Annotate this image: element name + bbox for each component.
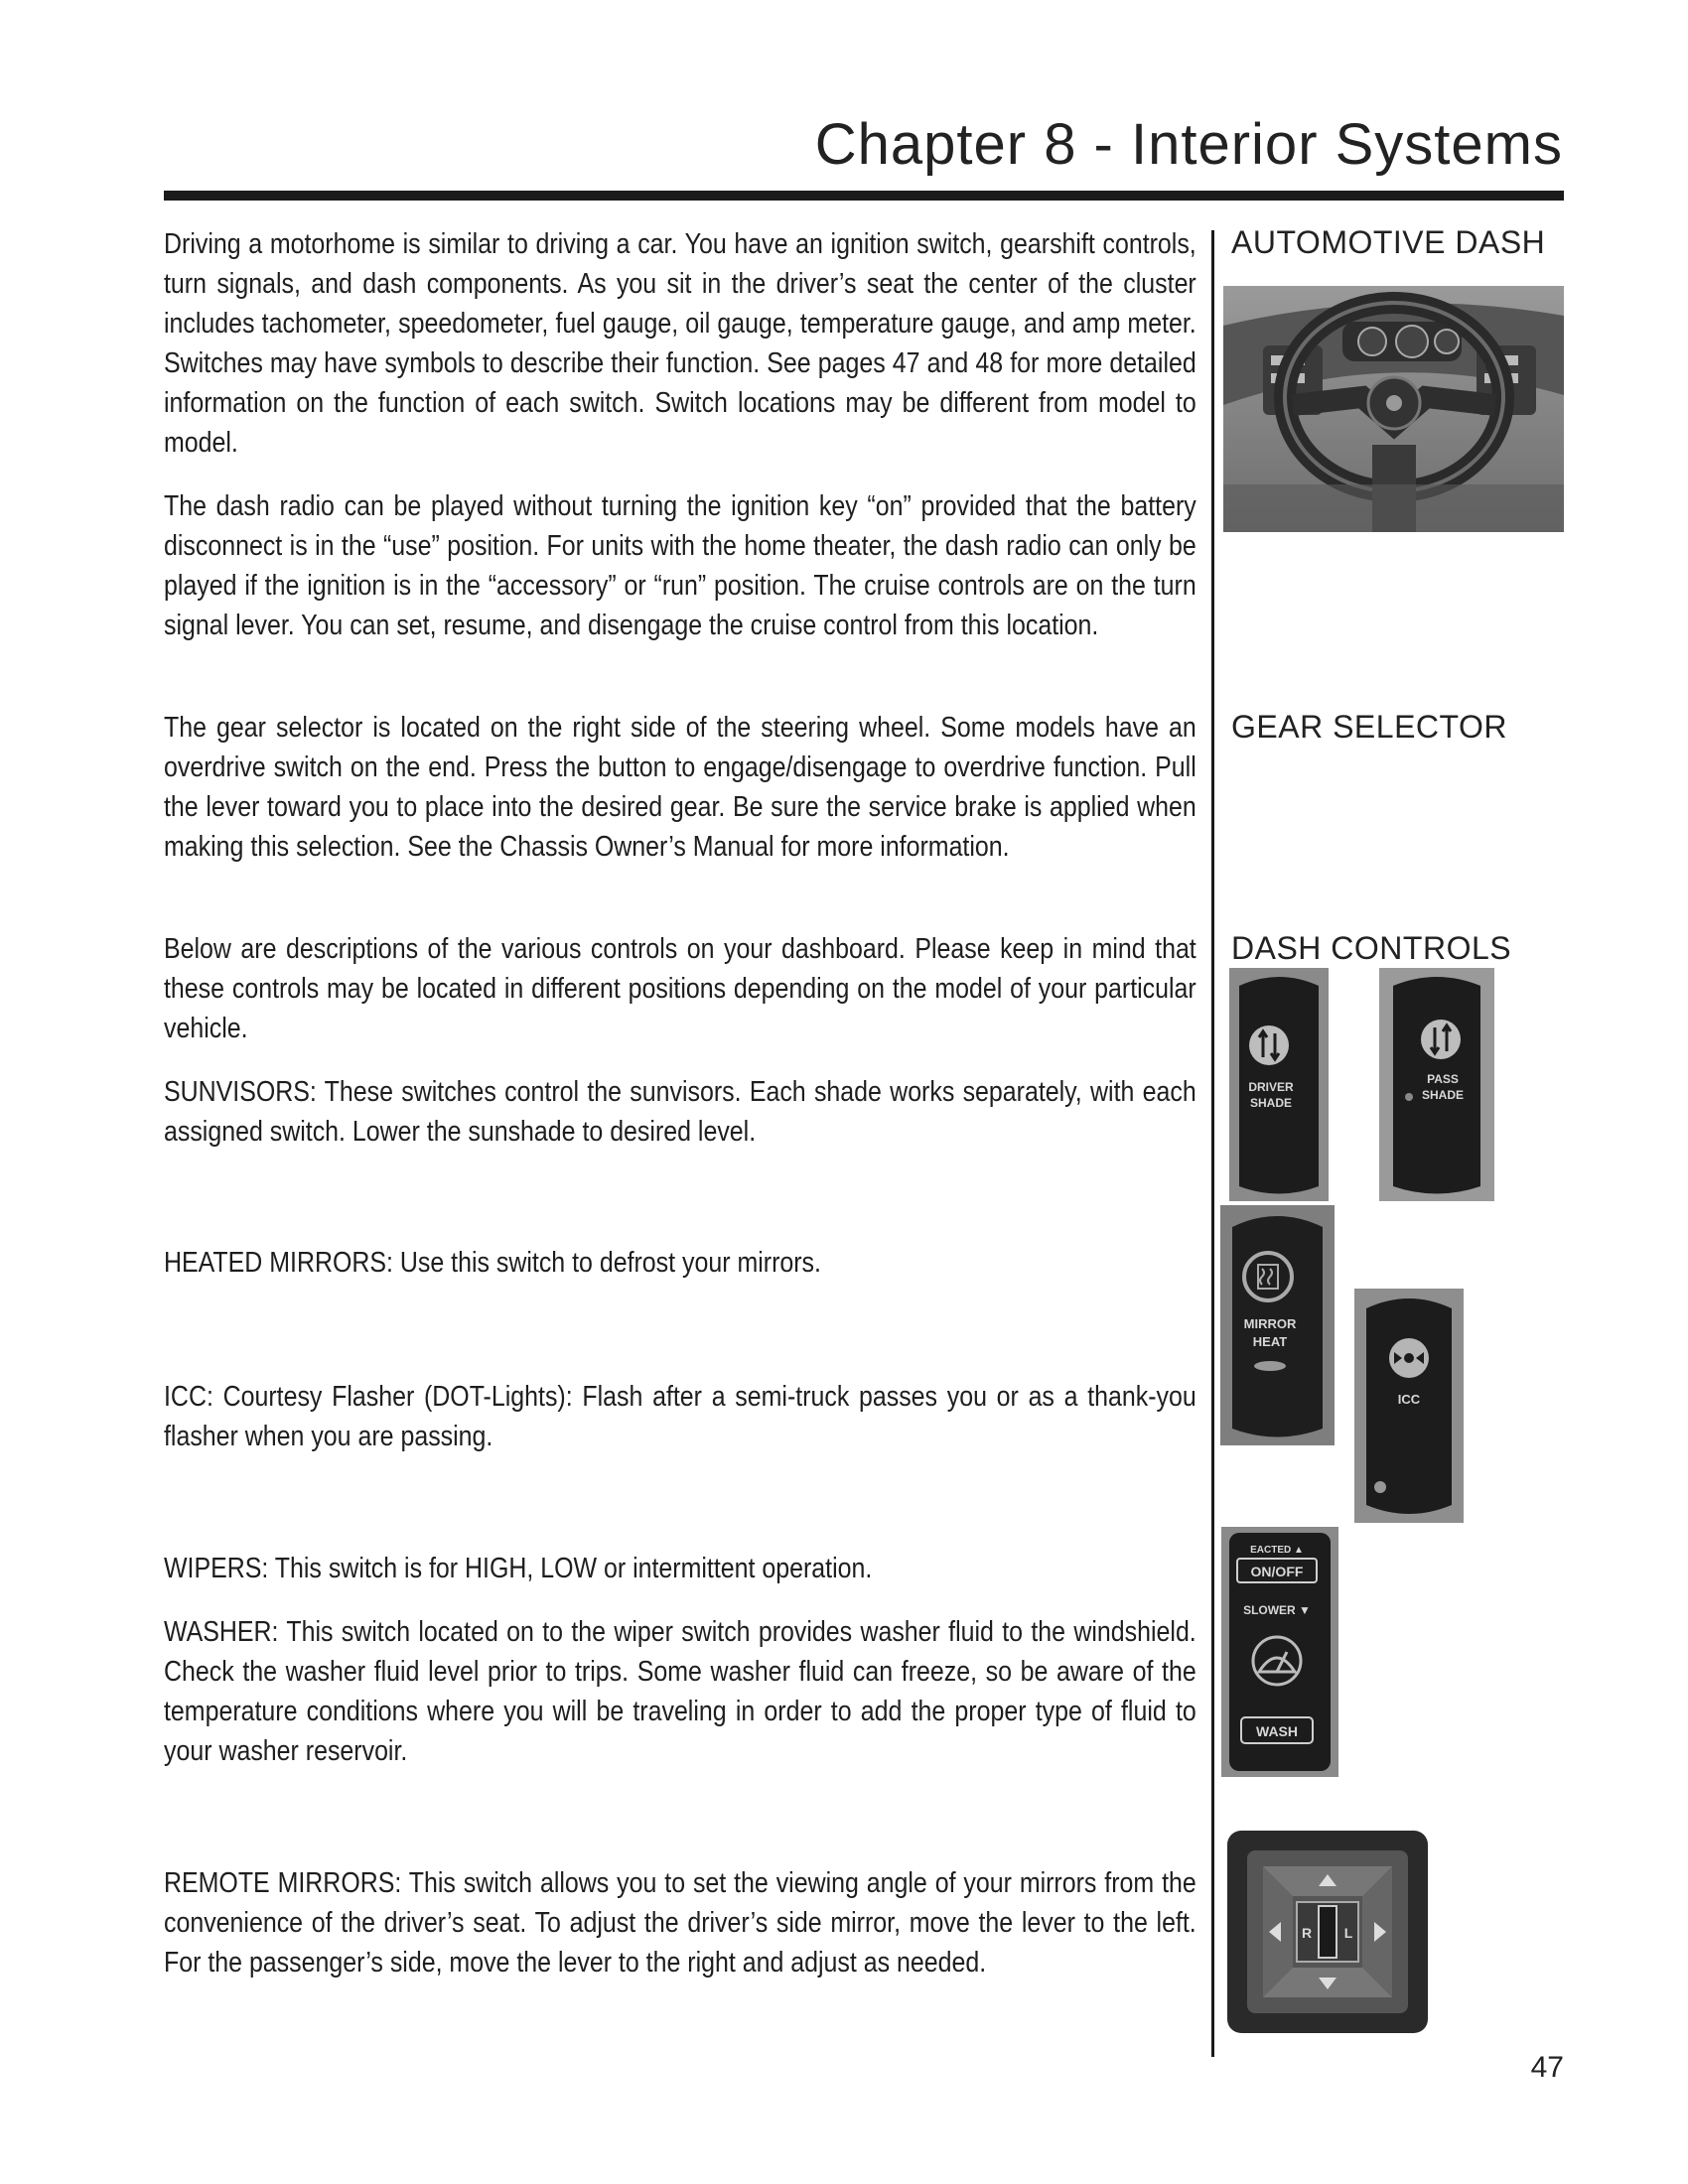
paragraph-washer: WASHER: This switch located on to the wiper switch provides washer fluid to the windshield. Check the washer fluid level prior to trips. Some washer fluid can freeze, so be aware of the temperature conditions where you will be traveling in order to add the proper type of fluid to your washer reservoir. (164, 1616, 1196, 1767)
mirror-heat-label-1: MIRROR (1243, 1316, 1297, 1331)
mirror-heat-switch-photo (1220, 1205, 1335, 1445)
wiper-washer-switch-photo (1221, 1527, 1338, 1777)
paragraph-remote-mirrors: REMOTE MIRRORS: This switch allows you to set the viewing angle of your mirrors from the convenience of the driver’s seat. To adjust the driver’s side mirror, move the lever to the left. For the passenger’s side, move the lever to the right and adjust as needed. (164, 1867, 1196, 1979)
wiper-slower-label: SLOWER ▼ (1243, 1603, 1311, 1617)
remote-mirror-switch-photo (1223, 1827, 1432, 2037)
driver-shade-label-2: SHADE (1249, 1096, 1293, 1110)
heading-dash-controls: DASH CONTROLS (1231, 930, 1512, 966)
wiper-onoff-label: ON/OFF (1250, 1564, 1304, 1579)
icc-switch-photo (1354, 1289, 1464, 1523)
paragraph-gear-selector: The gear selector is located on the right side of the steering wheel. Some models have an overdrive switch on the end. Press the button to engage/disengage to overdrive function. Pull the lever toward you to place into the desired gear. Be sure the service brake is applied when making this selection. See the Chassis Owner’s Manual for more information. (164, 712, 1196, 863)
pass-shade-label-2: SHADE (1421, 1088, 1465, 1102)
pass-shade-label-1: PASS (1427, 1072, 1459, 1086)
remote-mirror-left-label: R (1301, 1925, 1313, 1941)
page-number: 47 (1530, 2051, 1564, 2084)
icc-label: ICC (1397, 1392, 1421, 1407)
driver-shade-label-1: DRIVER (1248, 1080, 1294, 1094)
chapter-title: Chapter 8 - Interior Systems (814, 112, 1563, 177)
paragraph-dash-radio: The dash radio can be played without turning the ignition key “on” provided that the battery disconnect is in the “use” position. For units with the home theater, the dash radio can only be played if the ignition is in the “accessory” or “run” position. The cruise controls are on the turn signal lever. You can set, resume, and disengage the cruise control from this location. (164, 490, 1196, 641)
paragraph-icc: ICC: Courtesy Flasher (DOT-Lights): Flash after a semi-truck passes you or as a thank-you flasher when you are passing. (164, 1381, 1196, 1452)
paragraph-wipers: WIPERS: This switch is for HIGH, LOW or intermittent operation. (164, 1553, 873, 1584)
driver-shade-switch-photo (1229, 968, 1329, 1201)
wiper-wash-label: WASH (1256, 1723, 1298, 1739)
column-divider (1211, 230, 1214, 2057)
paragraph-sunvisors: SUNVISORS: These switches control the sunvisors. Each shade works separately, with each assigned switch. Lower the sunshade to desired level. (164, 1076, 1196, 1148)
heading-automotive-dash: AUTOMOTIVE DASH (1231, 224, 1546, 260)
paragraph-heated-mirrors: HEATED MIRRORS: Use this switch to defrost your mirrors. (164, 1247, 821, 1279)
automotive-dash-photo (1223, 286, 1564, 532)
paragraph-intro: Driving a motorhome is similar to driving a car. You have an ignition switch, gearshift controls, turn signals, and dash components. As you sit in the driver’s seat the center of the cluster includes tachometer, speedometer, fuel gauge, oil gauge, temperature gauge, and amp meter. Switches may have symbols to describe their function. See pages 47 and 48 for more detailed information on the function of each switch. Switch locations may be different from model to model. (164, 228, 1196, 459)
paragraph-dash-controls: Below are descriptions of the various controls on your dashboard. Please keep in mind that these controls may be located in different positions depending on the model of your particular vehicle. (164, 933, 1196, 1044)
heading-gear-selector: GEAR SELECTOR (1231, 709, 1507, 745)
mirror-heat-label-2: HEAT (1252, 1334, 1288, 1349)
remote-mirror-right-label: L (1343, 1925, 1353, 1941)
title-rule (164, 191, 1564, 201)
wiper-top-label: EACTED ▲ (1250, 1545, 1304, 1556)
pass-shade-switch-photo (1379, 968, 1494, 1201)
